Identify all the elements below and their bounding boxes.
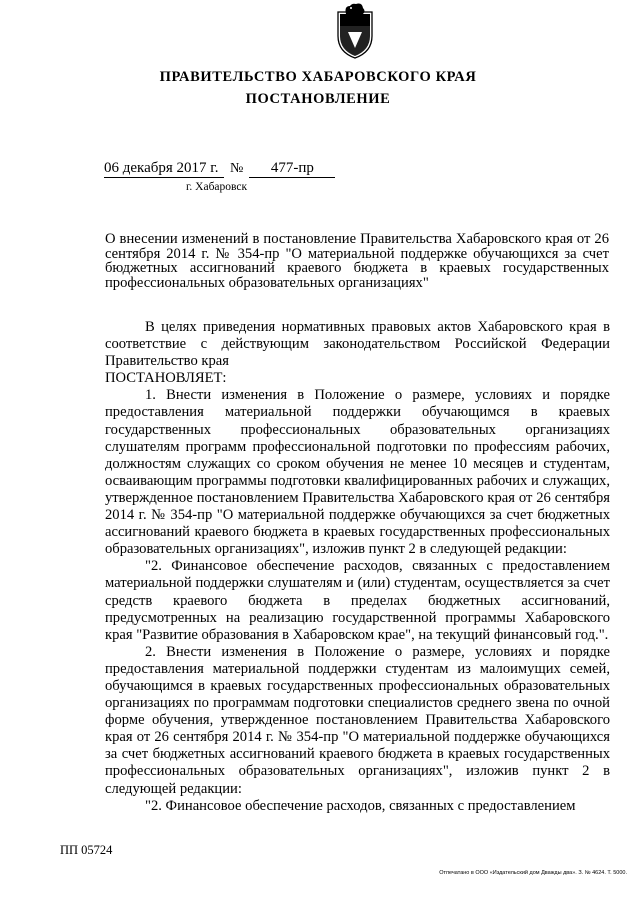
document-body bbox=[105, 319, 610, 815]
item-1-quote: "2. Финансовое обеспечение расходов, связанных с предоставлением материальной поддержки слушателям и (или) студентам, осуществляется за счет средств краевого бюджета в пределах бюджетных ассигнований, предусмотренных на реализацию государственной программы Хабаровского края "Развитие образования в Хабаровском крае", на текущий финансовый год.". bbox=[105, 558, 610, 643]
document-type: ПОСТАНОВЛЕНИЕ bbox=[245, 91, 391, 107]
number-sign: № bbox=[230, 161, 244, 176]
preamble: В целях приведения нормативных правовых актов Хабаровского края в соответствие с действующим законодательством Российской Федерации Правительство края bbox=[105, 319, 610, 370]
date-number-line bbox=[104, 160, 335, 178]
item-2-quote: "2. Финансовое обеспечение расходов, связанных с предоставлением bbox=[145, 797, 576, 814]
item-2: 2. Внести изменения в Положение о размере, условиях и порядке предоставления материальной поддержки студентам из малоимущих семей, обучающимся в краевых государственных профессиональных образовательных организациях по программам подготовки специалистов среднего звена по очной форме обучения, утвержденное постановлением Правительства Хабаровского края от 26 сентября 2014 г. № 354-пр "О материальной поддержке обучающихся за счет бюджетных ассигнований краевого бюджета в краевых государственных профессиональных образовательных организациях", изложив пункт 2 в следующей редакции: bbox=[105, 643, 610, 797]
document-date: 06 декабря 2017 г. bbox=[104, 160, 224, 178]
document-subject: О внесении изменений в постановление Правительства Хабаровского края от 26 сентября 2014 г. № 354-пр "О материальной поддержке обучающихся за счет бюджетных ассигнований краевого бюджета в краевых государственных профессиональных образовательных организациях" bbox=[105, 231, 609, 291]
city: г. Хабаровск bbox=[186, 181, 248, 193]
footer-code: ПП 05724 bbox=[60, 843, 113, 857]
printer-imprint: Отпечатано в ООО «Издательский дом Дважды два». З. № 4624. Т. 5000. bbox=[439, 870, 627, 876]
government-name: ПРАВИТЕЛЬСТВО ХАБАРОВСКОГО КРАЯ bbox=[159, 69, 477, 85]
item-1: 1. Внести изменения в Положение о размере, условиях и порядке предоставления материальной поддержки обучающимся в краевых государственных профессиональных образовательных организациях слушателям программ профессиональной подготовки по профессиям рабочих, должностям служащих со сроком обучения не менее 10 месяцев и студентам, осваивающим программы подготовки квалифицированных рабочих и служащих, утвержденное постановлением Правительства Хабаровского края от 26 сентября 2014 г. № 354-пр "О материальной поддержке обучающихся за счет бюджетных ассигнований краевого бюджета в краевых государственных профессиональных образовательных организациях", изложив пункт 2 в следующей редакции: bbox=[105, 387, 610, 558]
document-number: 477-пр bbox=[249, 160, 335, 178]
coat-of-arms-icon bbox=[330, 2, 380, 60]
resolves-heading: ПОСТАНОВЛЯЕТ: bbox=[105, 370, 227, 387]
